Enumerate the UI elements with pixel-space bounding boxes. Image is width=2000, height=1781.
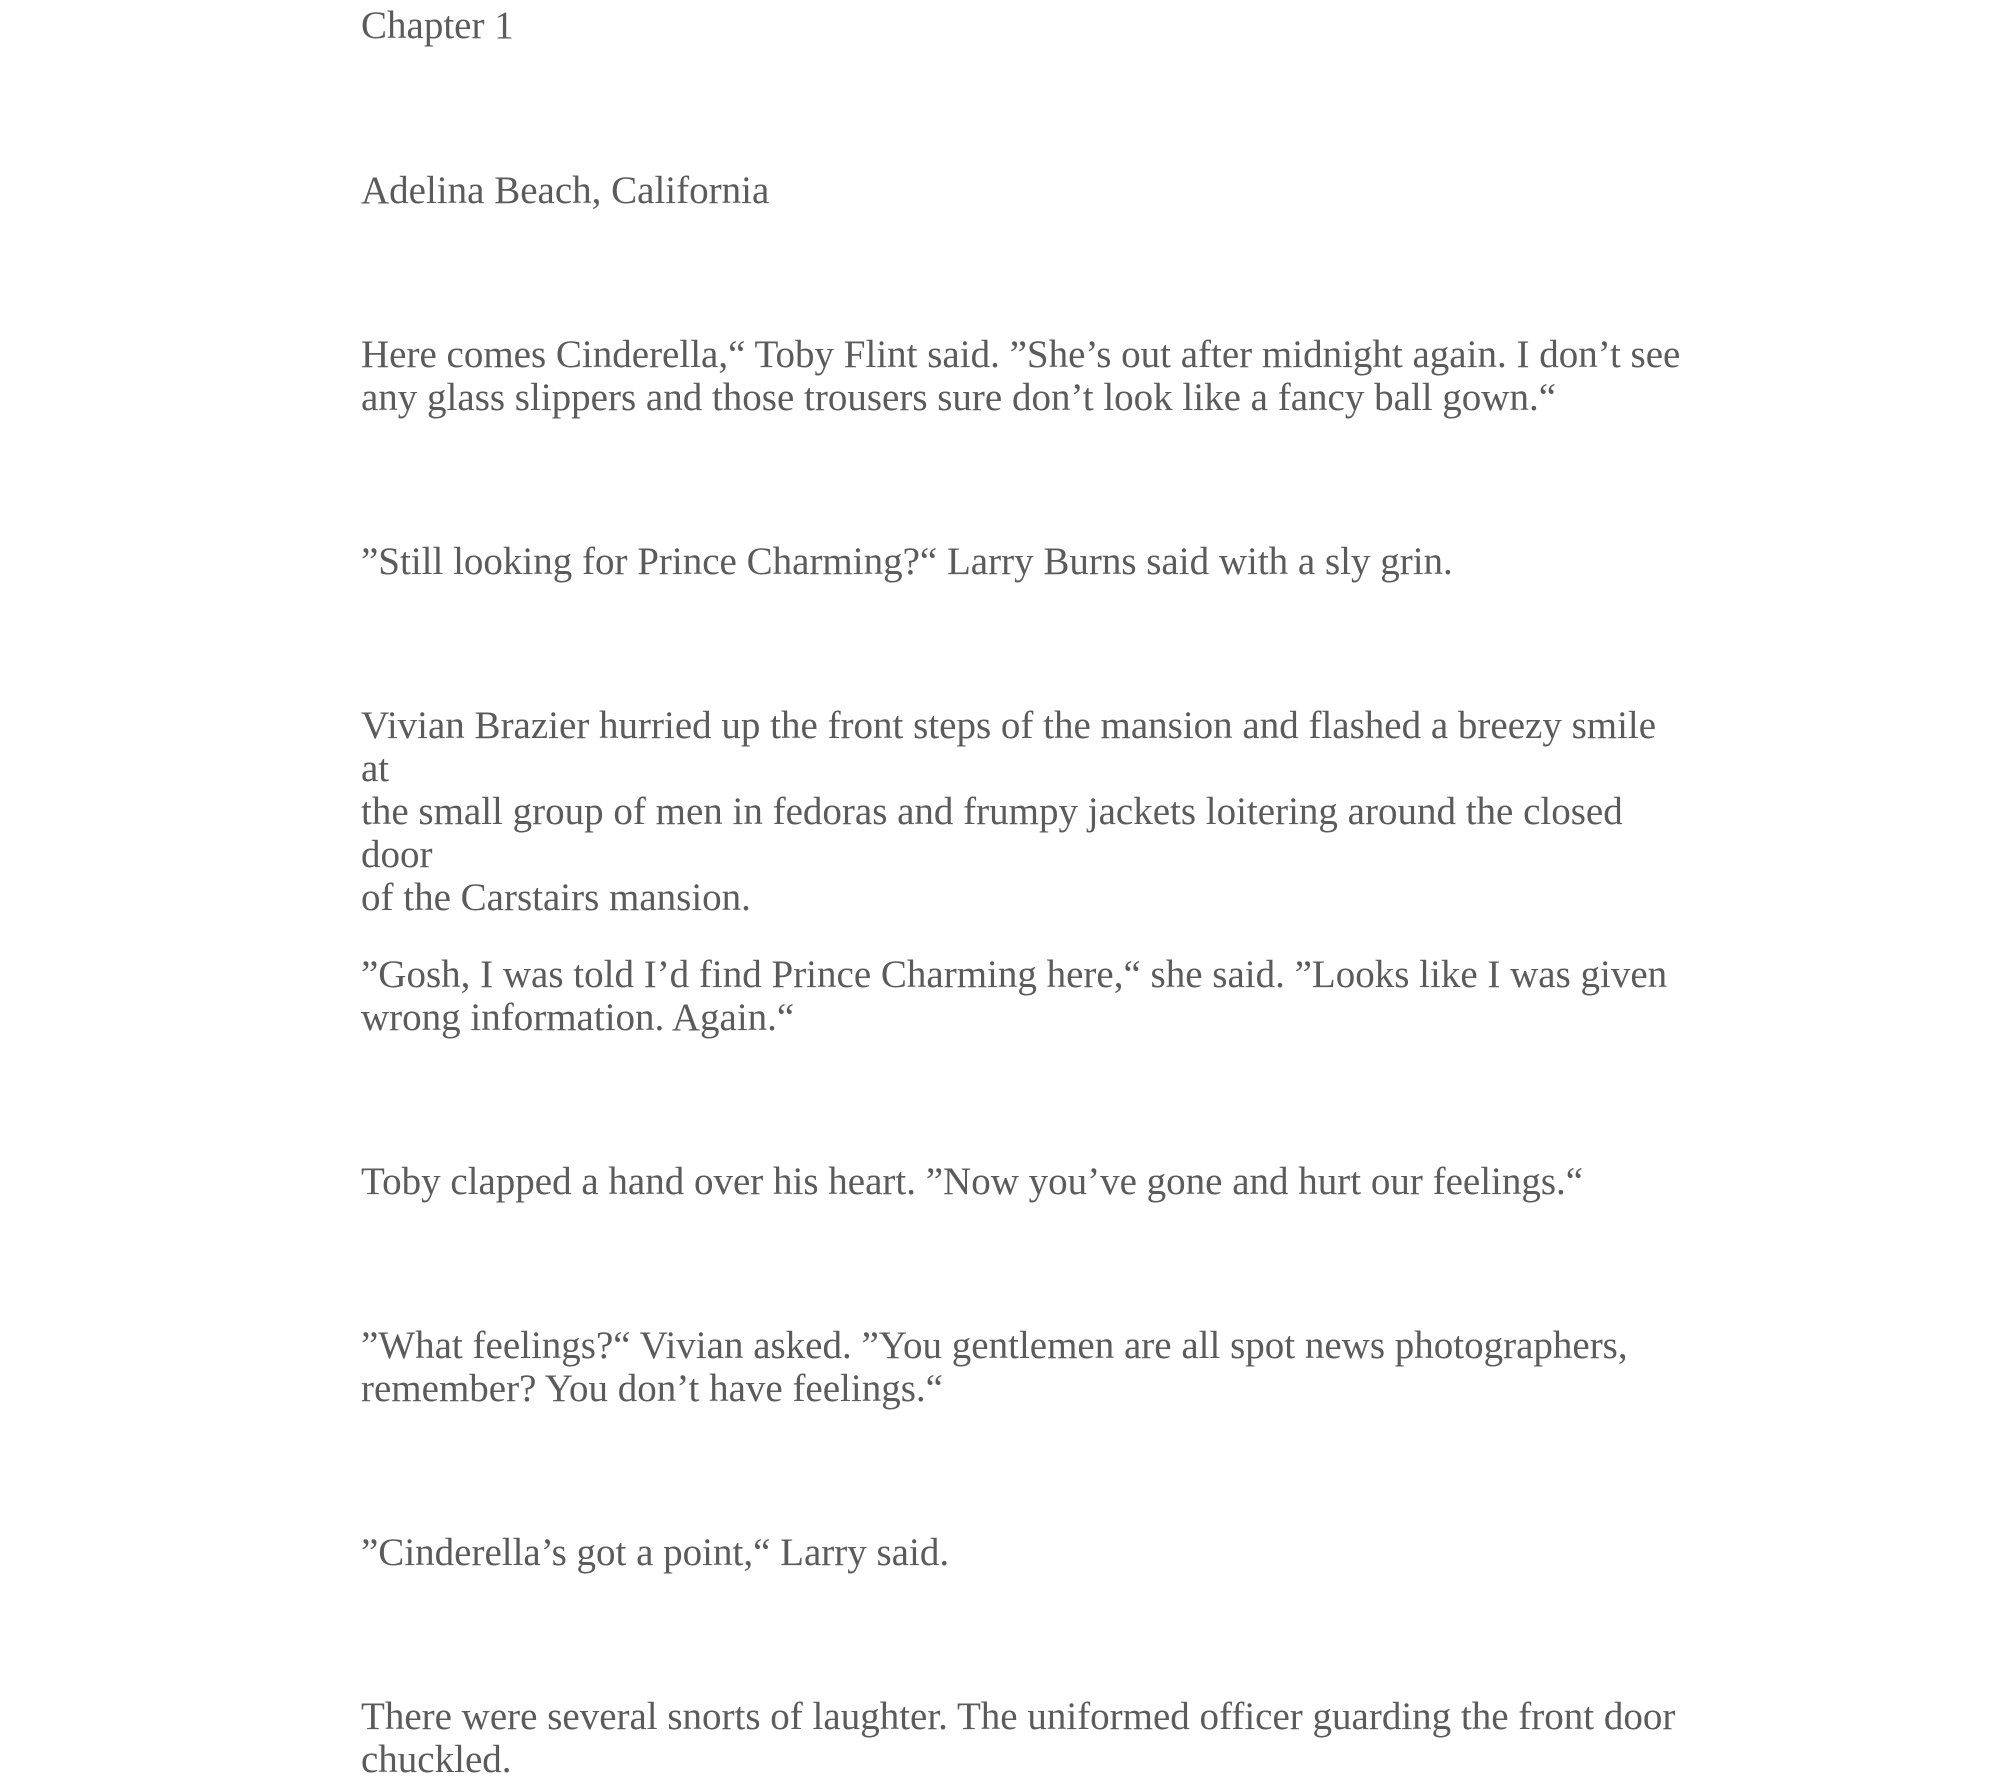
paragraph: ”Gosh, I was told I’d find Prince Charming here,“ she said. ”Looks like I was given wrong information. Again.“ [361,953,1668,1039]
paragraph: ”What feelings?“ Vivian asked. ”You gentlemen are all spot news photographers, remember? You don’t have feelings.“ [361,1324,1628,1410]
paragraph: ”Still looking for Prince Charming?“ Larry Burns said with a sly grin. [361,540,1453,583]
location-line: Adelina Beach, California [361,169,770,212]
paragraph: There were several snorts of laughter. The uniformed officer guarding the front door chuckled. [361,1695,1676,1781]
paragraph: ”Cinderella’s got a point,“ Larry said. [361,1531,950,1574]
paragraph: Vivian Brazier hurried up the front steps of the mansion and flashed a breezy smile at the small group of men in fedoras and frumpy jackets loitering around the closed door of the Carstairs mansion. [361,704,1657,919]
paragraph: Toby clapped a hand over his heart. ”Now you’ve gone and hurt our feelings.“ [361,1160,1584,1203]
paragraph: Here comes Cinderella,“ Toby Flint said. ”She’s out after midnight again. I don’t see any glass slippers and those trousers sure don’t look like a fancy ball gown.“ [361,333,1681,419]
chapter-title: Chapter 1 [361,4,514,47]
